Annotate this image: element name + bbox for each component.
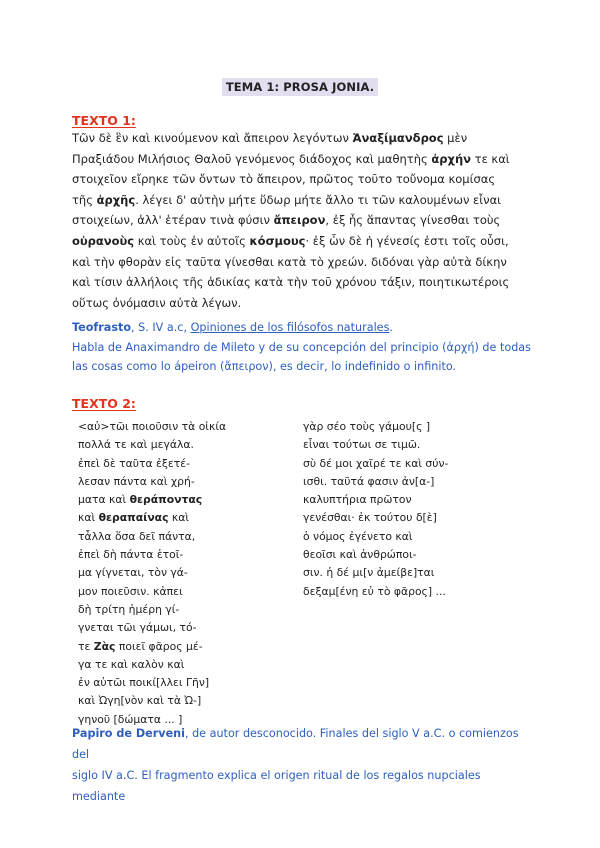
texto2-left-column <box>78 418 226 729</box>
note1 <box>72 318 532 377</box>
note1-line1 <box>72 318 532 338</box>
texto1-line <box>72 293 532 314</box>
texto2-left-line <box>78 509 226 527</box>
texto2-text: λεσαν πάντα καὶ χρή- <box>78 474 195 488</box>
texto2-left-line <box>78 473 226 491</box>
texto1-text: μὲν <box>443 131 468 145</box>
texto2-text: ἐπεὶ δὴ πάντα ἑτοῖ- <box>78 548 184 562</box>
texto2-right-line: σιν. ἡ δέ μι[ν ἀμείβε]ται <box>303 566 435 580</box>
note1-line3: las cosas como lo ápeiron (ἄπειρον), es decir, lo indefinido o infinito. <box>72 360 457 373</box>
texto2-right-line: γενέσθαι· ἐκ τούτου δ[ὲ] <box>303 511 437 525</box>
texto1-text: . λέγει δ' αὐτὴν μήτε ὕδωρ μήτε ἄλλο τι τῶν καλουμένων εἶναι <box>135 192 502 207</box>
texto1-text: καὶ τὴν φθορὰν εἰς ταῦτα γίνεσθαι κατὰ τὸ χρεών. διδόναι γὰρ αὐτὰ δίκην <box>72 254 507 269</box>
texto1-bold-term: ἄπειρον <box>273 213 326 228</box>
texto1-text: , ἐξ ἧς ἅπαντας γίνεσθαι τοὺς <box>325 213 501 228</box>
texto2-text: <αὐ>τῶι ποιοῦσιν τὰ οἰκία <box>78 420 227 433</box>
texto1-text: Τῶν δὲ ἓν καὶ κινούμενον καὶ ἄπειρον λεγόντων <box>72 131 353 145</box>
title-wrap <box>0 76 600 96</box>
note2 <box>72 723 532 807</box>
texto2-text: καὶ <box>168 511 190 525</box>
texto1-bold-term: ἀρχήν <box>431 151 471 166</box>
texto2-text: γνεται τῶι γάμωι, τό- <box>78 621 197 635</box>
note2-line2: siglo IV a.C. El fragmento explica el origen ritual de los regalos nupciales mediante <box>72 769 481 803</box>
texto2-left-line <box>78 455 226 473</box>
texto2-text: καὶ <box>78 511 99 525</box>
texto1-text: τῆς <box>72 192 97 207</box>
texto1-text: καὶ τίσιν ἀλλήλοις τῆς ἀδικίας κατὰ τὴν τοῦ χρόνου τάξιν, ποιητικωτέροις <box>72 275 510 290</box>
texto1-text: · ἐξ ὧν δὲ ἡ γένεσίς ἐστι τοῖς οὖσι, <box>305 233 509 248</box>
note1-author-tail: , S. IV a.c, <box>131 321 191 334</box>
texto2-left-line <box>78 656 226 674</box>
texto2-left-line <box>78 436 226 454</box>
texto2-bold-term: Ζὰς <box>93 639 116 653</box>
texto2-right-line: θεοῖσι καὶ ἀνθρώποι- <box>303 548 417 562</box>
texto1-line <box>72 190 532 211</box>
texto1-bold-term: Ἀναξίμανδρος <box>352 131 444 145</box>
texto2-text: δὴ τρίτη ἡμέρη γί- <box>78 602 180 616</box>
texto2-left-line <box>78 638 226 656</box>
texto1-line <box>72 149 532 170</box>
texto2-left-line <box>78 692 226 710</box>
texto1-bold-term: ἀρχῆς <box>96 192 136 207</box>
texto2-text: ποιεῖ φᾶρος μέ- <box>115 639 203 653</box>
texto2-bold-term: θεραπαίνας <box>98 511 169 525</box>
texto2-text: γα τε καὶ καλὸν καὶ <box>78 657 185 671</box>
note1-line2: Habla de Anaximandro de Mileto y de su concepción del principio (ἀρχή) de todas <box>72 340 531 354</box>
texto2-right-column <box>303 418 448 601</box>
texto2-left-line <box>78 528 226 546</box>
note1-work-tail: . <box>389 321 393 334</box>
note2-author: Papiro de Derveni <box>72 727 185 740</box>
page-title: TEMA 1: PROSA JONIA. <box>222 78 378 96</box>
texto2-text: καὶ Ὠγη[νὸν καὶ τὰ Ὠ-] <box>78 694 202 708</box>
texto1-bold-term: κόσμους <box>249 233 306 248</box>
note1-author: Teofrasto <box>72 321 132 334</box>
texto2-text: τἆλλα ὅσα δεῖ πάντα, <box>78 529 196 543</box>
texto1-text: καὶ τοὺς ἐν αὐτοῖς <box>134 233 250 248</box>
texto2-text: πολλά τε καὶ μεγάλα. <box>78 438 194 452</box>
texto1-line <box>72 210 532 231</box>
texto2-heading: TEXTO 2: <box>72 396 136 411</box>
texto1-text: τε καὶ <box>470 151 510 166</box>
texto1-bold-term: οὐρανοὺς <box>72 233 135 248</box>
texto2-left-line <box>78 583 226 601</box>
note2-line1-tail: , de autor desconocido. Finales del siglo V a.C. o comienzos del <box>72 727 519 761</box>
texto2-left-line <box>78 601 226 619</box>
texto1-text: Πραξιάδου Μιλήσιος Θαλοῦ γενόμενος διάδοχος καὶ μαθητὴς <box>72 151 432 166</box>
texto2-text: τε <box>78 639 94 653</box>
texto1-line <box>72 272 532 293</box>
texto1-text: οὕτως ὀνόμασιν αὐτὰ λέγων. <box>72 295 242 310</box>
texto2-right-line: γὰρ σέο τοὺς γάμου[ς ] <box>303 420 431 433</box>
texto2-text: μα γίγνεται, τὸν γά- <box>78 566 188 580</box>
note1-work-link[interactable]: Opiniones de los filósofos naturales <box>190 321 390 334</box>
texto2-text: ἐπεὶ δὲ ταῦτα ἐξετέ- <box>78 456 190 470</box>
texto1-line <box>72 231 532 252</box>
texto2-text: ἐν αὐτῶι ποικί[λλει Γῆν] <box>78 676 210 690</box>
texto2-right-line: δεξαμ[ένη εὐ τὸ φᾶρος] ... <box>303 584 446 598</box>
texto1-heading: TEXTO 1: <box>72 113 136 128</box>
texto2-left-line <box>78 491 226 509</box>
texto2-left-line <box>78 619 226 637</box>
texto2-right-line: καλυπτήρια πρῶτον <box>303 493 412 507</box>
texto2-left-line <box>78 674 226 692</box>
texto2-text: γηνοῦ [δώματα ... ] <box>78 712 183 726</box>
texto1-line <box>72 128 532 149</box>
texto1-text: στοιχεῖον εἴρηκε τῶν ὄντων τὸ ἄπειρον, πρῶτος τοῦτο τοὔνομα κομίσας <box>72 172 496 187</box>
texto1-line <box>72 252 532 273</box>
texto2-left-line <box>78 546 226 564</box>
texto2-left-line <box>78 418 226 436</box>
texto2-text: μον ποιεῦσιν. κἀπει <box>78 584 183 598</box>
note2-line1 <box>72 723 532 765</box>
texto2-left-line <box>78 564 226 582</box>
texto1-text: στοιχείων, ἀλλ' ἑτέραν τινὰ φύσιν <box>72 213 274 228</box>
texto2-bold-term: θεράποντας <box>129 493 203 507</box>
texto2-text: ματα καὶ <box>78 493 130 507</box>
texto2-right-line: σὺ δέ μοι χαῖρέ τε καὶ σύν- <box>303 456 449 470</box>
texto2-right-line: ισθι. ταῦτά φασιν ἀν[α-] <box>303 474 435 488</box>
texto1-body <box>72 128 532 313</box>
texto1-line <box>72 169 532 190</box>
texto2-right-line: εἶναι τούτωι σε τιμῶ. <box>303 438 421 452</box>
texto2-right-line: ὁ νόμος ἐγένετο καὶ <box>303 529 413 543</box>
